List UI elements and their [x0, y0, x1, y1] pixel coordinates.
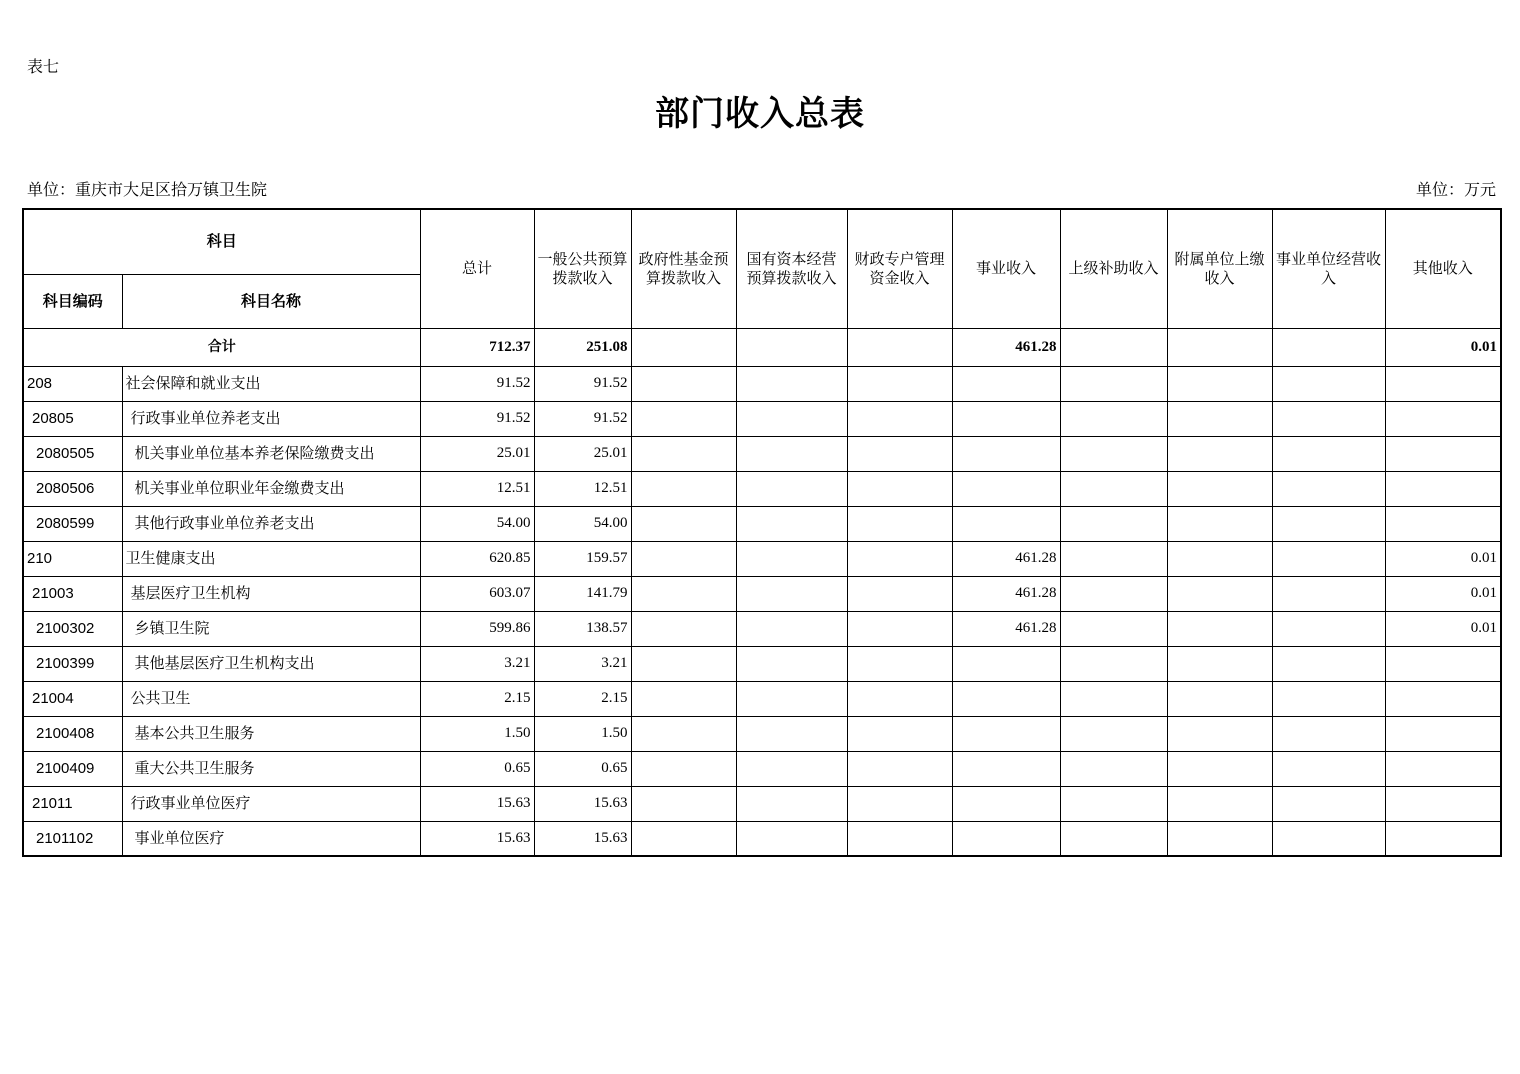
subject-code: 208 — [23, 366, 122, 401]
amount-cell — [952, 646, 1060, 681]
subject-code-header: 科目编码 — [23, 274, 122, 328]
amount-cell — [1167, 751, 1272, 786]
column-header: 国有资本经营预算拨款收入 — [736, 209, 847, 328]
amount-cell — [1167, 646, 1272, 681]
subject-code: 2080506 — [23, 471, 122, 506]
amount-cell — [1385, 716, 1501, 751]
table-row — [23, 506, 1501, 541]
header-row-1 — [23, 209, 1501, 274]
amount-cell — [1060, 646, 1167, 681]
amount-cell — [1385, 506, 1501, 541]
amount-cell — [952, 506, 1060, 541]
amount-cell: 461.28 — [952, 576, 1060, 611]
table-row — [23, 681, 1501, 716]
amount-cell: 461.28 — [952, 541, 1060, 576]
amount-cell — [1272, 646, 1385, 681]
table-row — [23, 436, 1501, 471]
amount-cell — [1167, 821, 1272, 856]
amount-cell — [1385, 401, 1501, 436]
table-row — [23, 576, 1501, 611]
amount-cell: 0.01 — [1385, 541, 1501, 576]
subject-code: 21011 — [23, 786, 122, 821]
amount-cell — [1385, 681, 1501, 716]
amount-cell — [631, 471, 736, 506]
subject-code: 2080505 — [23, 436, 122, 471]
total-cell — [1060, 328, 1167, 366]
amount-cell — [847, 576, 952, 611]
amount-cell — [1060, 751, 1167, 786]
amount-cell — [1272, 821, 1385, 856]
income-summary-table — [22, 208, 1502, 857]
amount-cell: 12.51 — [420, 471, 534, 506]
amount-cell — [952, 786, 1060, 821]
column-header: 一般公共预算拨款收入 — [534, 209, 631, 328]
subject-name: 乡镇卫生院 — [122, 611, 420, 646]
amount-cell — [1272, 611, 1385, 646]
table-row — [23, 366, 1501, 401]
amount-cell — [736, 681, 847, 716]
subject-code: 21003 — [23, 576, 122, 611]
amount-cell — [847, 471, 952, 506]
amount-cell — [1272, 786, 1385, 821]
subject-name: 卫生健康支出 — [122, 541, 420, 576]
amount-cell — [631, 611, 736, 646]
amount-cell — [847, 401, 952, 436]
subject-name: 重大公共卫生服务 — [122, 751, 420, 786]
amount-cell: 620.85 — [420, 541, 534, 576]
total-cell — [736, 328, 847, 366]
amount-cell — [1167, 366, 1272, 401]
amount-cell — [847, 366, 952, 401]
amount-cell: 91.52 — [420, 366, 534, 401]
amount-cell — [631, 576, 736, 611]
amount-cell — [1060, 786, 1167, 821]
amount-cell — [736, 541, 847, 576]
amount-cell — [847, 541, 952, 576]
table-row — [23, 401, 1501, 436]
amount-cell: 91.52 — [534, 366, 631, 401]
table-row — [23, 611, 1501, 646]
amount-cell: 1.50 — [534, 716, 631, 751]
amount-cell — [847, 716, 952, 751]
subject-code: 2080599 — [23, 506, 122, 541]
organization-unit: 单位：重庆市大足区拾万镇卫生院 — [27, 180, 268, 199]
amount-cell: 25.01 — [534, 436, 631, 471]
total-label: 合计 — [23, 328, 420, 366]
total-cell — [847, 328, 952, 366]
amount-cell — [631, 401, 736, 436]
table-row — [23, 786, 1501, 821]
amount-cell — [1272, 366, 1385, 401]
amount-cell: 3.21 — [534, 646, 631, 681]
amount-cell — [952, 436, 1060, 471]
amount-cell — [736, 436, 847, 471]
subject-name: 基本公共卫生服务 — [122, 716, 420, 751]
amount-cell — [631, 716, 736, 751]
amount-cell — [631, 541, 736, 576]
amount-cell — [736, 716, 847, 751]
subject-code: 2101102 — [23, 821, 122, 856]
subject-name: 行政事业单位医疗 — [122, 786, 420, 821]
amount-cell — [736, 576, 847, 611]
amount-cell — [631, 366, 736, 401]
amount-cell — [952, 366, 1060, 401]
subject-name: 其他行政事业单位养老支出 — [122, 506, 420, 541]
amount-cell — [847, 611, 952, 646]
amount-cell — [1167, 471, 1272, 506]
amount-cell — [1272, 436, 1385, 471]
amount-cell — [1385, 471, 1501, 506]
amount-cell — [1060, 366, 1167, 401]
table-row — [23, 541, 1501, 576]
amount-cell: 3.21 — [420, 646, 534, 681]
amount-cell — [1060, 716, 1167, 751]
amount-cell — [1385, 366, 1501, 401]
amount-cell — [631, 506, 736, 541]
amount-cell: 603.07 — [420, 576, 534, 611]
table-row — [23, 716, 1501, 751]
amount-cell — [1060, 681, 1167, 716]
amount-cell — [736, 786, 847, 821]
amount-cell — [847, 751, 952, 786]
subject-header: 科目 — [23, 209, 420, 274]
amount-cell — [736, 611, 847, 646]
amount-cell: 0.65 — [534, 751, 631, 786]
subject-name: 公共卫生 — [122, 681, 420, 716]
amount-cell: 54.00 — [534, 506, 631, 541]
table-row — [23, 646, 1501, 681]
amount-cell — [1167, 681, 1272, 716]
amount-cell — [847, 821, 952, 856]
amount-cell — [952, 716, 1060, 751]
subject-name: 其他基层医疗卫生机构支出 — [122, 646, 420, 681]
amount-cell — [952, 471, 1060, 506]
subject-code: 210 — [23, 541, 122, 576]
amount-cell — [1060, 401, 1167, 436]
subject-name: 机关事业单位职业年金缴费支出 — [122, 471, 420, 506]
table-row — [23, 821, 1501, 856]
column-header: 事业收入 — [952, 209, 1060, 328]
amount-cell — [1167, 506, 1272, 541]
subject-code: 21004 — [23, 681, 122, 716]
amount-cell: 138.57 — [534, 611, 631, 646]
amount-cell — [1060, 471, 1167, 506]
column-header: 财政专户管理资金收入 — [847, 209, 952, 328]
amount-cell — [736, 751, 847, 786]
amount-cell — [847, 681, 952, 716]
amount-cell — [1167, 716, 1272, 751]
table-row — [23, 751, 1501, 786]
amount-cell: 461.28 — [952, 611, 1060, 646]
amount-cell: 15.63 — [420, 821, 534, 856]
subject-code: 20805 — [23, 401, 122, 436]
amount-cell: 159.57 — [534, 541, 631, 576]
amount-cell — [736, 506, 847, 541]
amount-cell — [952, 821, 1060, 856]
money-unit: 单位：万元 — [1415, 180, 1496, 199]
column-header: 附属单位上缴收入 — [1167, 209, 1272, 328]
amount-cell — [1272, 471, 1385, 506]
amount-cell — [736, 821, 847, 856]
amount-cell: 54.00 — [420, 506, 534, 541]
subject-name: 基层医疗卫生机构 — [122, 576, 420, 611]
amount-cell — [1060, 506, 1167, 541]
page-title: 部门收入总表 — [655, 94, 865, 134]
amount-cell — [1272, 541, 1385, 576]
amount-cell: 141.79 — [534, 576, 631, 611]
amount-cell — [952, 401, 1060, 436]
amount-cell — [847, 786, 952, 821]
column-header: 上级补助收入 — [1060, 209, 1167, 328]
subject-code: 2100302 — [23, 611, 122, 646]
amount-cell — [631, 436, 736, 471]
amount-cell — [1060, 541, 1167, 576]
table-body — [23, 328, 1501, 856]
amount-cell — [631, 821, 736, 856]
column-header: 政府性基金预算拨款收入 — [631, 209, 736, 328]
amount-cell: 15.63 — [534, 821, 631, 856]
amount-cell — [1385, 646, 1501, 681]
amount-cell — [1272, 576, 1385, 611]
amount-cell: 15.63 — [420, 786, 534, 821]
total-cell: 461.28 — [952, 328, 1060, 366]
amount-cell — [1060, 611, 1167, 646]
subject-code: 2100399 — [23, 646, 122, 681]
total-cell: 251.08 — [534, 328, 631, 366]
total-cell — [1272, 328, 1385, 366]
amount-cell — [1385, 751, 1501, 786]
amount-cell: 0.01 — [1385, 576, 1501, 611]
amount-cell — [1167, 786, 1272, 821]
amount-cell — [736, 366, 847, 401]
amount-cell — [631, 786, 736, 821]
amount-cell — [1060, 576, 1167, 611]
amount-cell — [1272, 716, 1385, 751]
total-cell: 712.37 — [420, 328, 534, 366]
amount-cell: 15.63 — [534, 786, 631, 821]
amount-cell — [736, 471, 847, 506]
amount-cell — [1167, 576, 1272, 611]
amount-cell: 25.01 — [420, 436, 534, 471]
amount-cell: 12.51 — [534, 471, 631, 506]
subject-code: 2100409 — [23, 751, 122, 786]
amount-cell — [1167, 436, 1272, 471]
subject-code: 2100408 — [23, 716, 122, 751]
amount-cell — [1272, 506, 1385, 541]
table-number: 表七 — [27, 57, 60, 76]
subject-name-header: 科目名称 — [122, 274, 420, 328]
amount-cell — [1385, 786, 1501, 821]
total-row — [23, 328, 1501, 366]
amount-cell — [847, 436, 952, 471]
amount-cell — [1060, 436, 1167, 471]
amount-cell — [847, 506, 952, 541]
subject-name: 事业单位医疗 — [122, 821, 420, 856]
amount-cell: 599.86 — [420, 611, 534, 646]
total-cell: 0.01 — [1385, 328, 1501, 366]
amount-cell — [1272, 681, 1385, 716]
amount-cell — [736, 646, 847, 681]
amount-cell — [952, 751, 1060, 786]
amount-cell: 2.15 — [420, 681, 534, 716]
column-header: 总计 — [420, 209, 534, 328]
amount-cell: 91.52 — [534, 401, 631, 436]
amount-cell — [952, 681, 1060, 716]
column-header: 其他收入 — [1385, 209, 1501, 328]
subject-name: 行政事业单位养老支出 — [122, 401, 420, 436]
amount-cell — [1272, 401, 1385, 436]
amount-cell — [631, 681, 736, 716]
amount-cell — [631, 751, 736, 786]
amount-cell: 91.52 — [420, 401, 534, 436]
subject-name: 机关事业单位基本养老保险缴费支出 — [122, 436, 420, 471]
amount-cell — [736, 401, 847, 436]
amount-cell — [1272, 751, 1385, 786]
table-row — [23, 471, 1501, 506]
amount-cell: 0.01 — [1385, 611, 1501, 646]
subject-name: 社会保障和就业支出 — [122, 366, 420, 401]
amount-cell: 1.50 — [420, 716, 534, 751]
amount-cell — [631, 646, 736, 681]
amount-cell — [1385, 821, 1501, 856]
total-cell — [631, 328, 736, 366]
amount-cell — [847, 646, 952, 681]
amount-cell: 2.15 — [534, 681, 631, 716]
amount-cell — [1060, 821, 1167, 856]
amount-cell — [1167, 541, 1272, 576]
amount-cell: 0.65 — [420, 751, 534, 786]
amount-cell — [1385, 436, 1501, 471]
amount-cell — [1167, 401, 1272, 436]
amount-cell — [1167, 611, 1272, 646]
column-header: 事业单位经营收入 — [1272, 209, 1385, 328]
total-cell — [1167, 328, 1272, 366]
